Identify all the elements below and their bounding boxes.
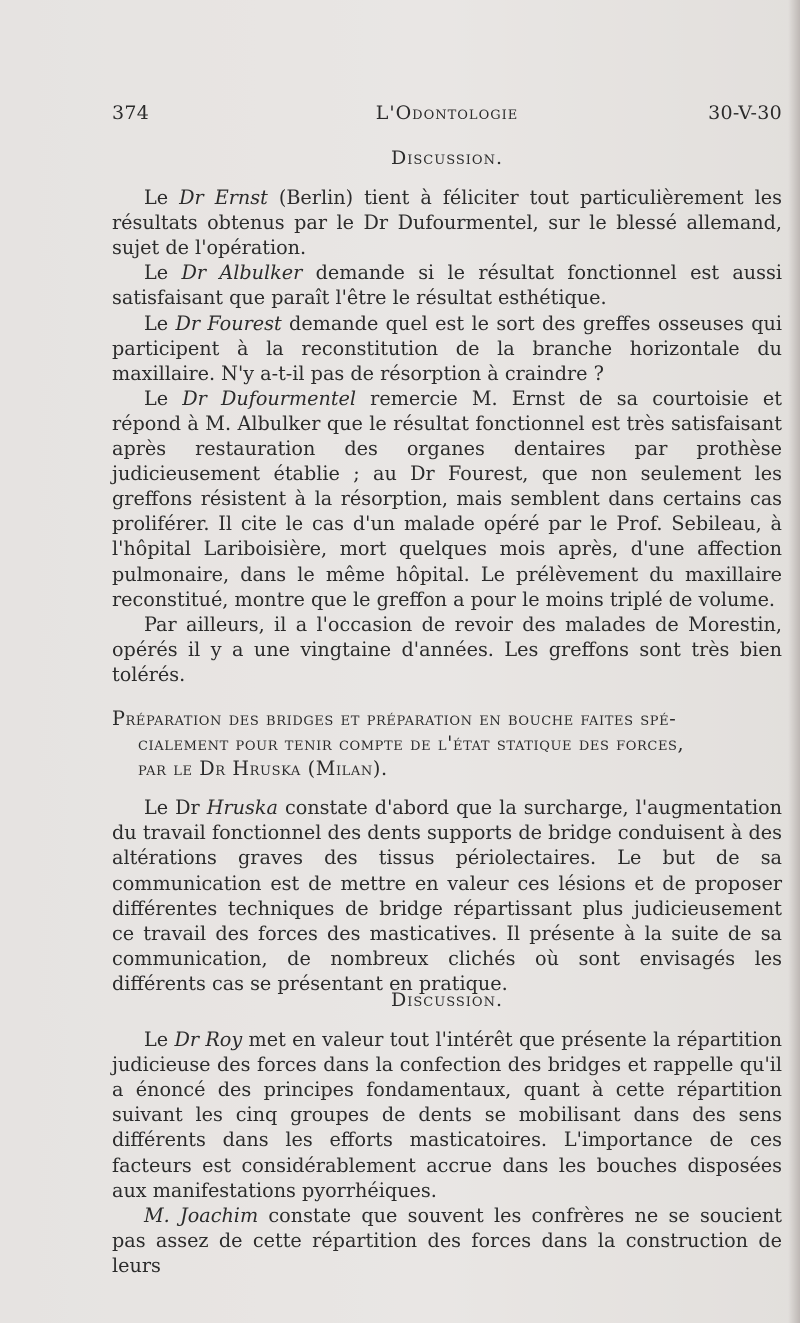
speaker-name: Hruska	[206, 796, 278, 820]
discussion-block-1	[112, 146, 782, 687]
paragraph-ernst: Le Dr Ernst (Berlin) tient à féliciter tout particulièrement les résultats obtenus par le Dr Dufourmentel, sur le blessé allemand, sujet de l'opération.	[112, 186, 783, 260]
running-header	[112, 102, 782, 130]
page-edge-shadow	[788, 0, 800, 1323]
speaker-name: Albulker	[219, 261, 303, 285]
speaker-name: Ernst	[214, 186, 268, 210]
paragraph-hruska: Le Dr Hruska constate d'abord que la surcharge, l'augmentation du travail fonctionnel des dents supports de bridge conduisent à des altérations graves des tissus périolectaires. Le but de sa communication est de mettre en valeur ces lésions et de proposer différentes techniques de bridge répartissant plus judicieusement ce travail des forces des masticatives. Il présente à la suite de sa communication, de nombreux clichés où sont envisagés les différents cas se présentant en pratique.	[112, 796, 782, 995]
speaker-name: Fourest	[207, 311, 282, 335]
discussion-block-2	[112, 988, 782, 1278]
paragraph-roy: Le Dr Roy met en valeur tout l'intérêt que présente la répartition judicieuse des forces dans la confection des bridges et rappelle qu'il a énoncé des principes fondamentaux, quant à cette répartition suivant les cinq groupes de dents se mobilisant dans des sens différents dans les efforts masticatoires. L'importance de ces facteurs est considérablement accrue dans les bouches disposées aux manifestations pyorrhéiques.	[112, 1028, 782, 1202]
paragraph-morestin: Par ailleurs, il a l'occasion de revoir des malades de Morestin, opérés il y a une vingtaine d'années. Les greffons sont très bien tolérés.	[112, 612, 782, 686]
journal-title: L'Odontologie	[375, 102, 519, 124]
paragraph-fourest: Le Dr Fourest demande quel est le sort des greffes osseuses qui participent à la reconstitution de la branche horizontale du maxillaire. N'y a-t-il pas de résorption à craindre ?	[112, 311, 782, 385]
speaker-name: M. Joachim	[144, 1203, 259, 1227]
issue-date: 30-V-30	[708, 102, 782, 124]
speaker-name: Roy	[205, 1028, 243, 1052]
communication-block	[112, 706, 782, 996]
page-number: 374	[112, 102, 150, 124]
discussion-heading: Discussion.	[391, 989, 503, 1011]
paragraph-joachim: M. Joachim constate que souvent les confrères ne se soucient pas assez de cette répartition des forces dans la construction de leurs	[112, 1203, 783, 1277]
paragraph-albulker: Le Dr Albulker demande si le résultat fonctionnel est aussi satisfaisant que paraît l'être le résultat esthétique.	[112, 261, 782, 310]
section-title: Préparation des bridges et préparation en bouche faites spé- cialement pour tenir compte de l'état statique des forces, par le Dr Hruska (Milan).	[112, 707, 685, 781]
paragraph-dufourmentel: Le Dr Dufourmentel remercie M. Ernst de sa courtoisie et répond à M. Albulker que le résultat fonctionnel est très satisfaisant après restauration des organes dentaires par prothèse judicieusement établie ; au Dr Fourest, que non seulement les greffons résistent à la résorption, mais semblent dans certains cas proliférer. Il cite le cas d'un malade opéré par le Prof. Sebileau, à l'hôpital Lariboisière, mort quelques mois après, d'une affection pulmonaire, dans le même hôpital. Le prélèvement du maxillaire reconstitué, montre que le greffon a pour le moins triplé de volume.	[112, 386, 782, 611]
speaker-name: Dufourmentel	[220, 386, 357, 410]
discussion-heading: Discussion.	[391, 147, 503, 169]
